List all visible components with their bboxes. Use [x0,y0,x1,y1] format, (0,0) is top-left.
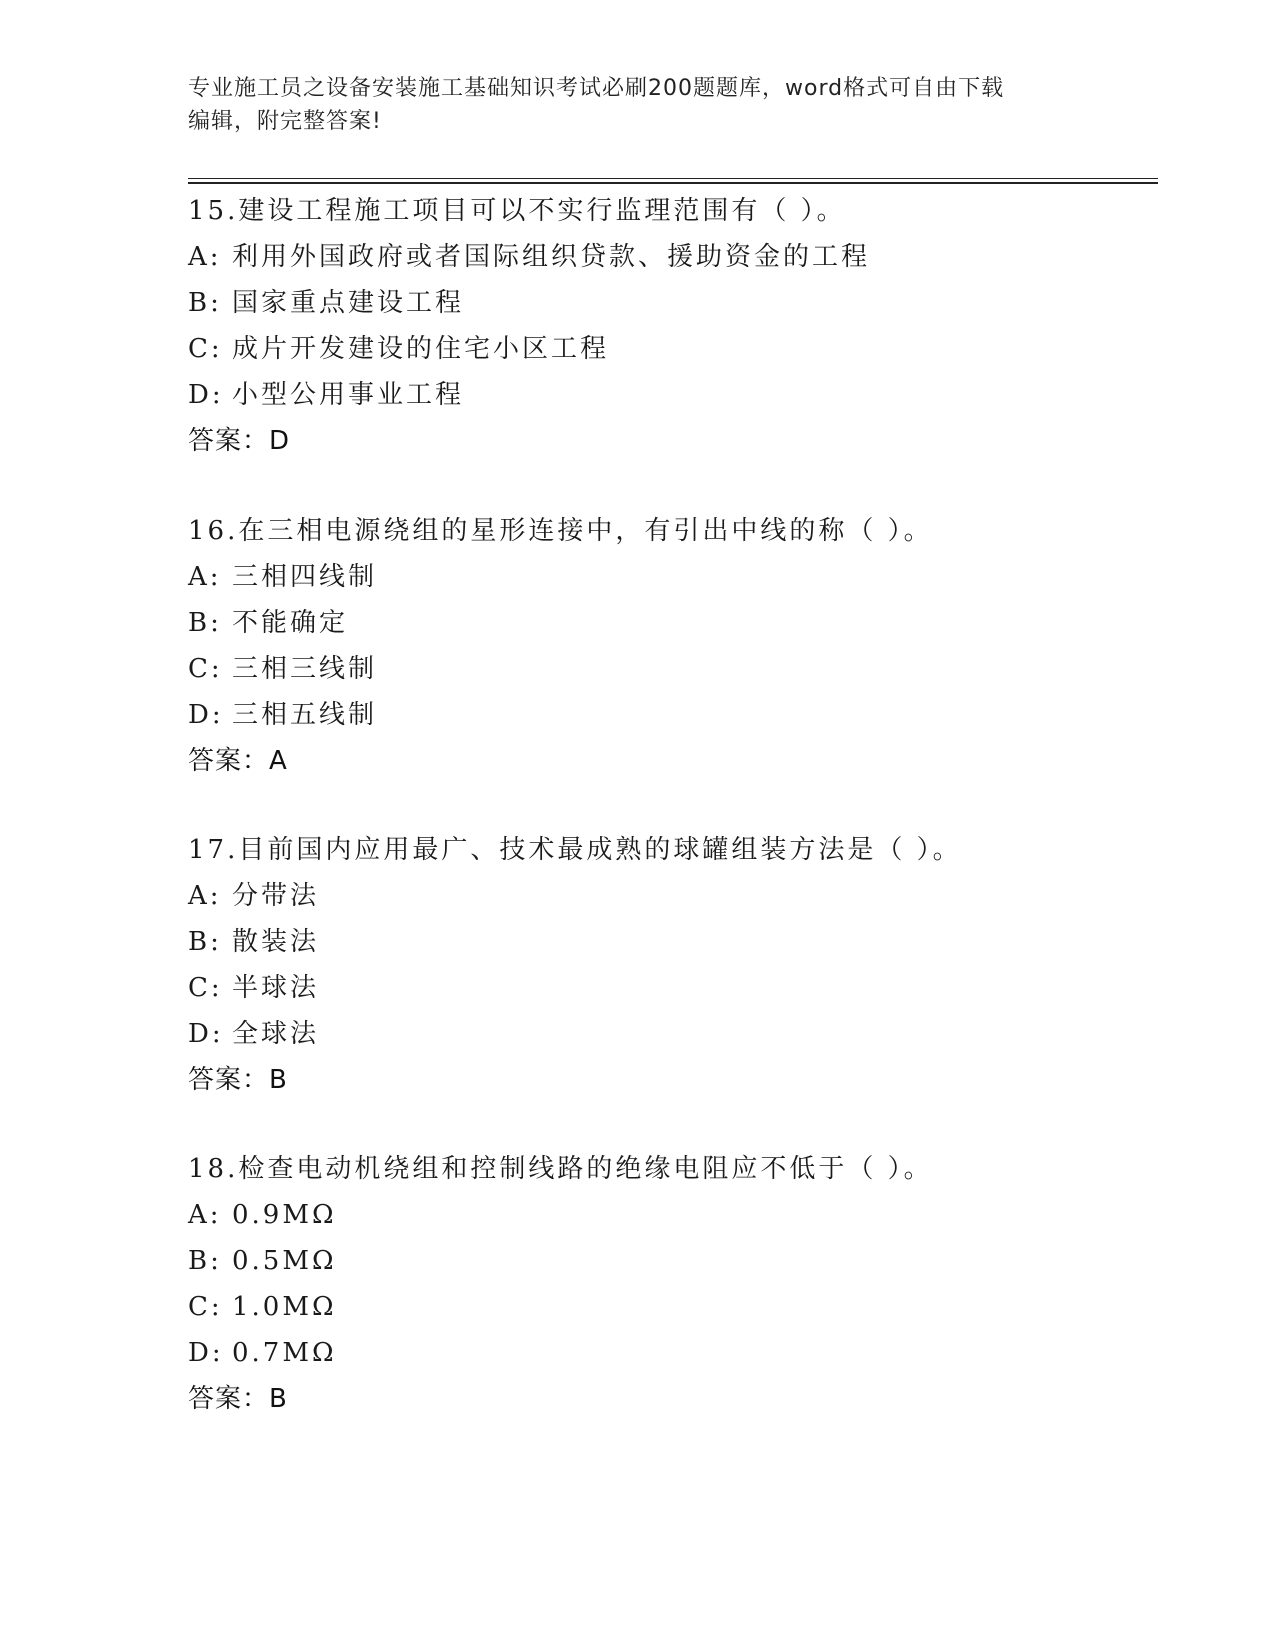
option-text: 0.9MΩ [232,1200,337,1230]
option-letter: D: [188,700,224,730]
option-text: 三相四线制 [232,562,378,592]
option-letter: C: [188,1292,223,1322]
option-text: 全球法 [232,1019,320,1049]
question-stem: 16.在三相电源绕组的星形连接中，有引出中线的称（ ）。 [188,516,933,546]
question-block [188,508,1148,784]
option-letter: B: [188,608,222,638]
option-d [188,1330,1148,1376]
option-a [188,554,1148,600]
option-text: 分带法 [232,881,320,911]
header-title-line-1: 专业施工员之设备安装施工基础知识考试必刷200题题库，word格式可自由下载 [188,76,1005,101]
option-text: 0.5MΩ [232,1246,337,1276]
option-text: 0.7MΩ [232,1338,337,1368]
option-text: 国家重点建设工程 [232,288,465,318]
option-letter: C: [188,973,223,1003]
option-letter: A: [188,1200,222,1230]
option-b [188,600,1148,646]
option-b [188,280,1148,326]
question-block [188,1146,1148,1422]
header-divider-thick [188,182,1158,184]
option-letter: D: [188,1338,224,1368]
question-block [188,188,1148,464]
option-letter: D: [188,380,224,410]
option-c [188,326,1148,372]
option-d [188,1011,1148,1057]
option-text: 成片开发建设的住宅小区工程 [232,334,610,364]
option-b [188,1238,1148,1284]
question-stem: 18.检查电动机绕组和控制线路的绝缘电阻应不低于（ ）。 [188,1154,933,1184]
option-c [188,646,1148,692]
option-a [188,234,1148,280]
option-letter: A: [188,242,222,272]
question-stem: 17.目前国内应用最广、技术最成熟的球罐组装方法是（ ）。 [188,835,962,865]
answer-label: 答案：D [188,426,291,456]
option-letter: B: [188,927,222,957]
option-letter: A: [188,881,222,911]
document-header [188,72,1088,138]
header-divider-thin [188,178,1158,179]
option-c [188,965,1148,1011]
option-text: 小型公用事业工程 [232,380,465,410]
option-a [188,873,1148,919]
option-d [188,372,1148,418]
question-block [188,827,1148,1103]
option-text: 散装法 [232,927,320,957]
option-b [188,919,1148,965]
option-letter: B: [188,1246,222,1276]
header-title-line-2: 编辑，附完整答案! [188,109,382,134]
option-letter: C: [188,654,223,684]
option-d [188,692,1148,738]
option-text: 半球法 [232,973,320,1003]
option-text: 不能确定 [232,608,349,638]
option-letter: D: [188,1019,224,1049]
answer-label: 答案：B [188,1065,288,1095]
option-text: 三相三线制 [232,654,378,684]
option-c [188,1284,1148,1330]
question-stem: 15.建设工程施工项目可以不实行监理范围有（ ）。 [188,196,846,226]
option-a [188,1192,1148,1238]
option-letter: B: [188,288,222,318]
option-letter: C: [188,334,223,364]
answer-label: 答案：A [188,746,288,776]
option-text: 1.0MΩ [232,1292,337,1322]
option-text: 三相五线制 [232,700,378,730]
option-letter: A: [188,562,222,592]
answer-label: 答案：B [188,1384,288,1414]
option-text: 利用外国政府或者国际组织贷款、援助资金的工程 [232,242,871,272]
